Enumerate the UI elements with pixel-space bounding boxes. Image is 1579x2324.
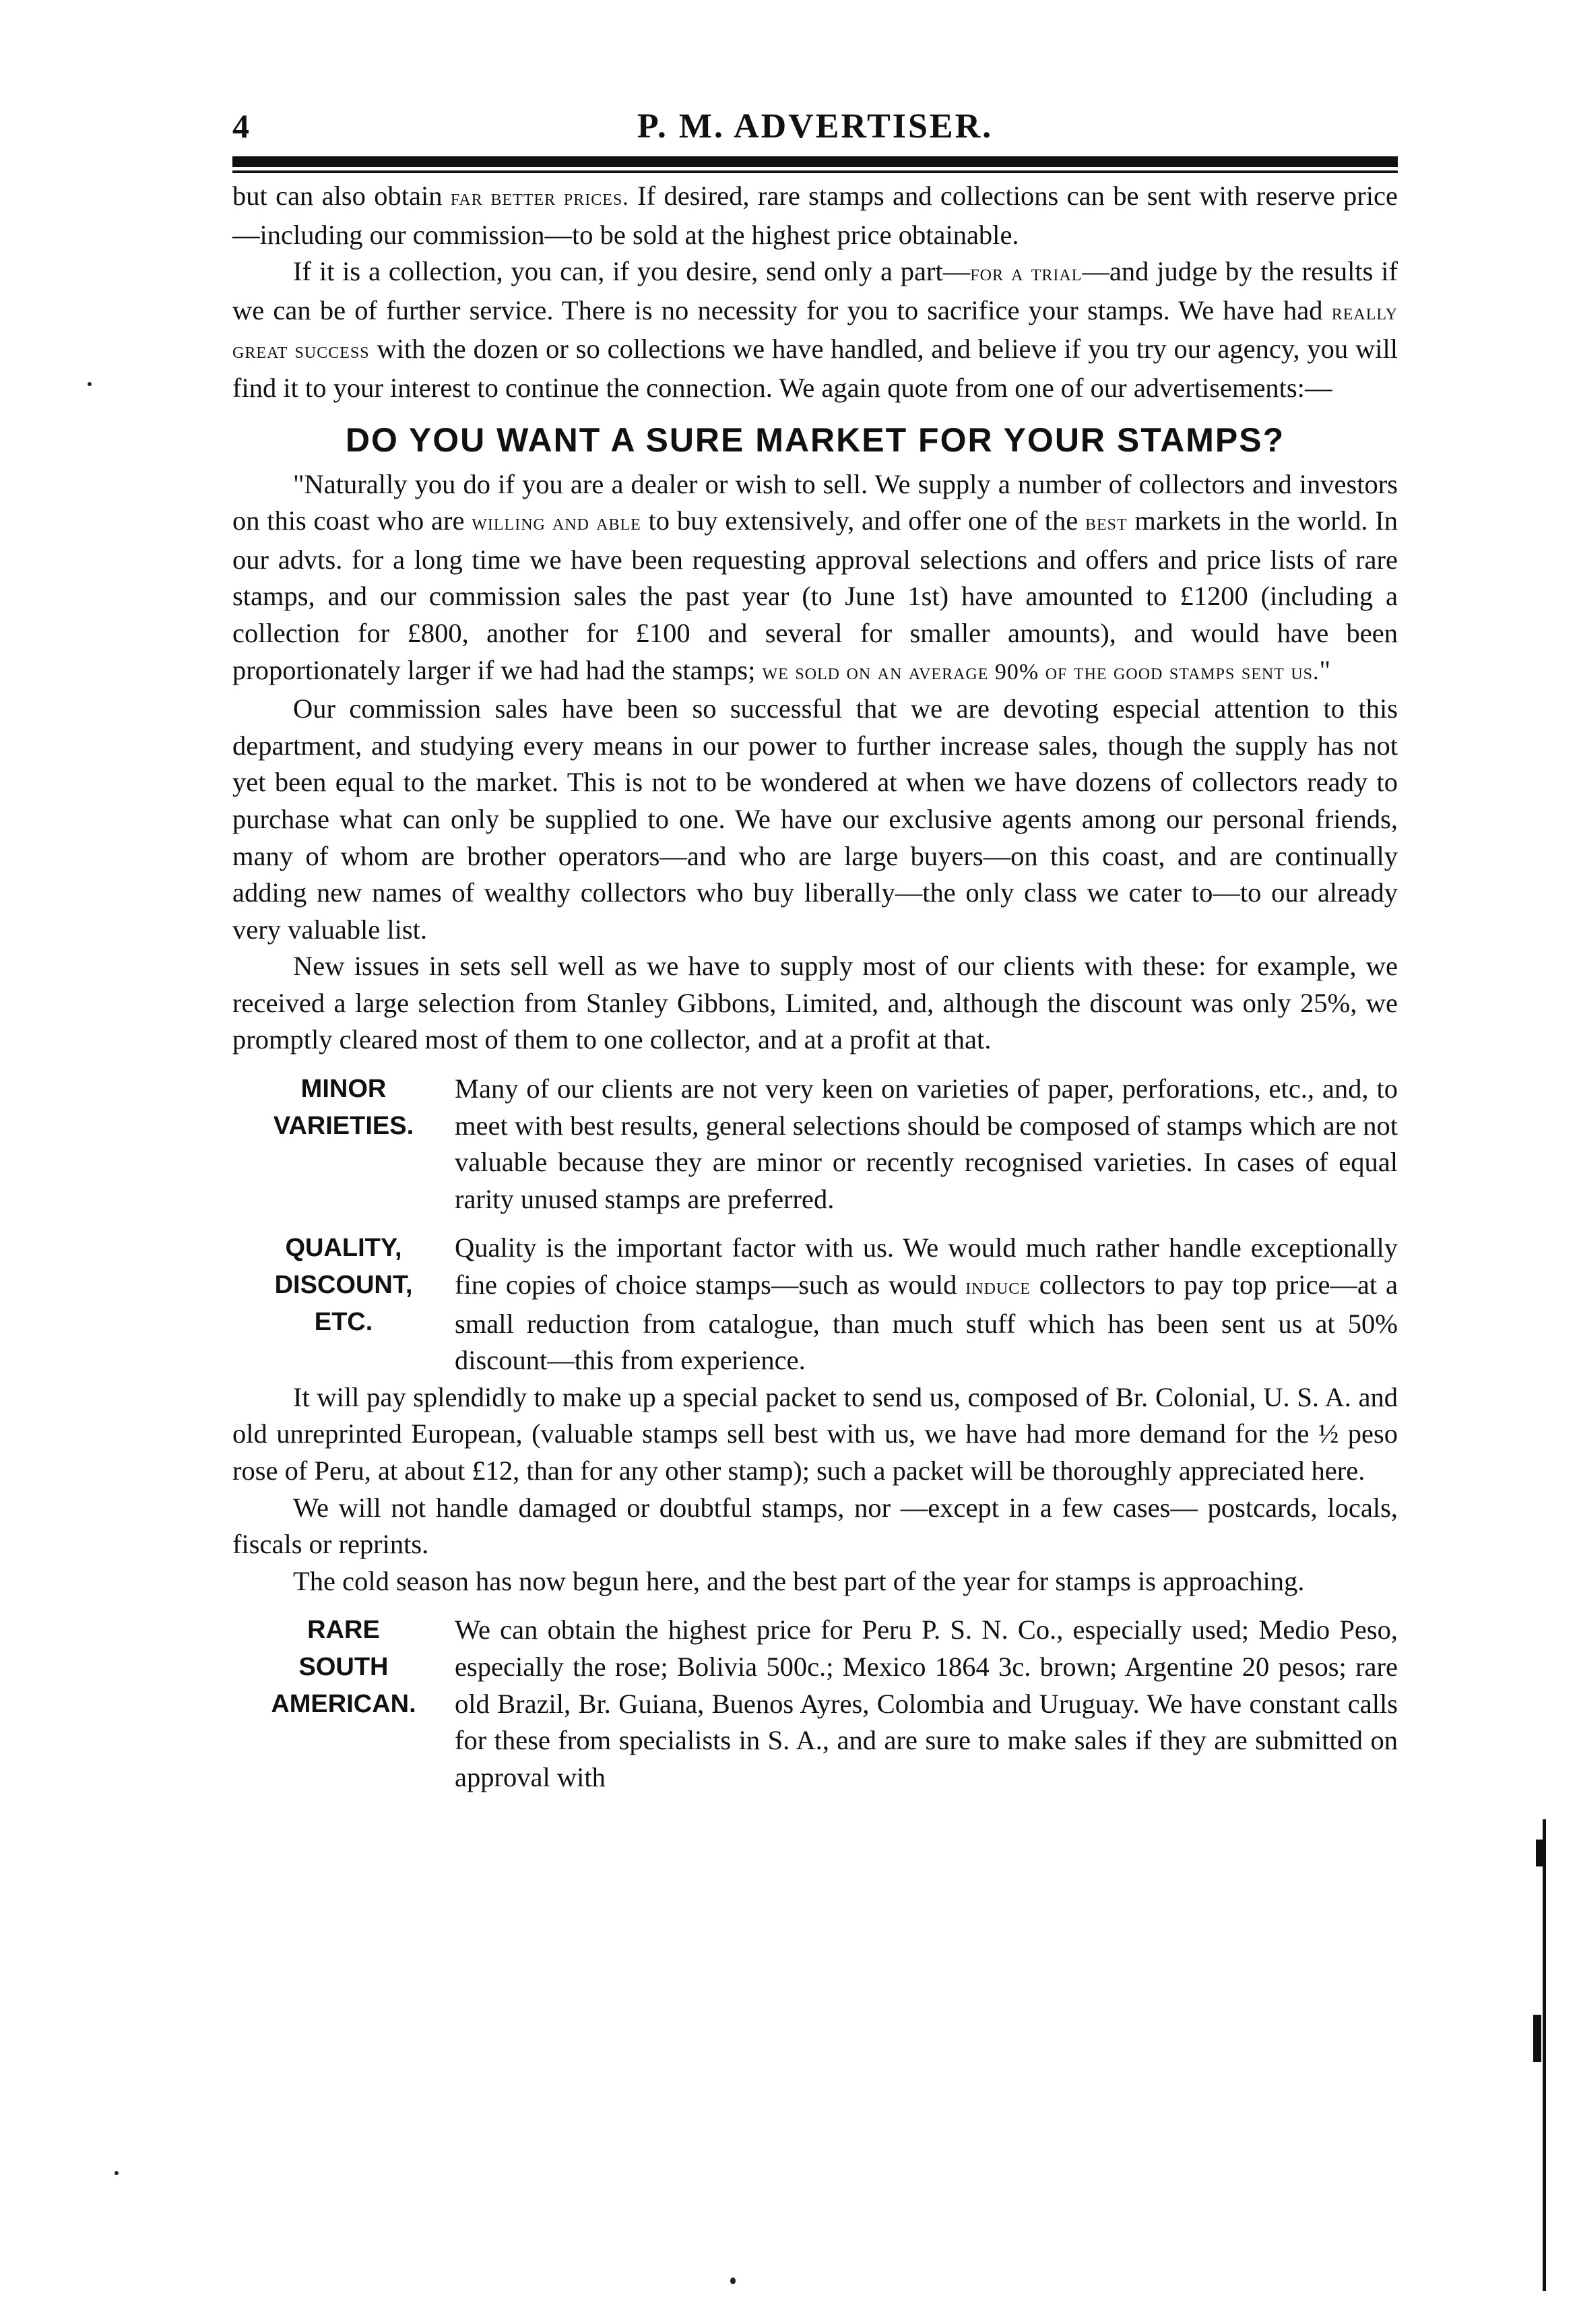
text-run: If desired, rare stamps and collections can be sent with reserve price—including our commission—to be sold at the highest price obtainable. bbox=[232, 181, 1398, 250]
paragraph-damaged-stamps: We will not handle damaged or doubtful stamps, nor —except in a few cases— postcards, locals, fiscals or reprints. bbox=[232, 1492, 1398, 1560]
text-run: "Naturally you do if you are a dealer or wish to sell. We supply a number of collectors and investors on this coast who are bbox=[232, 468, 1398, 536]
text-run: markets in the world. In our advts. for a long time we have been requesting approval selections and offers and price lists of rare stamps, and our commission sales the past year (to June 1st) have amounted to £1200 (including a collection for £800, another for £100 and several for smaller amounts), and would have been proportionately larger if we had had the stamps; bbox=[232, 505, 1398, 685]
sidehead-label-line: SOUTH bbox=[298, 1652, 389, 1681]
sidehead-label-line: AMERICAN. bbox=[271, 1689, 416, 1718]
paragraph-continuation bbox=[232, 178, 1398, 253]
sidehead-label-line: ETC. bbox=[314, 1307, 373, 1336]
sidehead-label-line: RARE bbox=[307, 1616, 380, 1645]
paragraph-new-issues: New issues in sets sell well as we have to supply most of our clients with these: for example, we received a large selection from Stanley Gibbons, Limited, and, although the discount was only 25%, we promptly cleared most of them to one collector, and at a profit at that. bbox=[232, 951, 1398, 1055]
text-run: to buy extensively, and offer one of the bbox=[641, 505, 1085, 536]
sidehead-text: Many of our clients are not very keen on varieties of paper, perforations, etc., and, to meet with best results, general selections should be composed of stamps which are not valuable because they are minor or recently recognised varieties. In cases of equal rarity unused stamps are preferred. bbox=[455, 1073, 1398, 1214]
sidehead-label-line: DISCOUNT, bbox=[274, 1271, 413, 1300]
paragraph-cold-season: The cold season has now begun here, and the best part of the year for stamps is approaching. bbox=[293, 1565, 1305, 1596]
paragraph-commission-sales: Our commission sales have been so successful that we are devoting especial attention to this department, and studying every means in our power to further increase sales, though the supply has not yet been equal to the market. This is not to be wondered at when we have dozens of collectors ready to purchase what can only be supplied to one. We have our exclusive agents among our personal friends, many of whom are brother operators—and who are large buyers—on this coast, and are continually adding new names of wealthy collectors who buy liberally—the only class we cater to—to our already very valuable list. bbox=[232, 693, 1398, 945]
small-caps-run: induce bbox=[965, 1274, 1031, 1300]
text-run: Quality is the important factor with us. We would much rather handle exceptionally fine copies of choice stamps—such as would bbox=[455, 1232, 1398, 1300]
scan-speck bbox=[88, 382, 92, 386]
text-run: " bbox=[1319, 654, 1331, 685]
page-title: P. M. ADVERTISER. bbox=[637, 107, 994, 146]
binding-edge-tick bbox=[1533, 2015, 1541, 2062]
sidehead-rare-south-american bbox=[232, 1612, 1398, 1796]
sidehead-text: We can obtain the highest price for Peru P. S. N. Co., especially used; Medio Peso, especially the rose; Bolivia 500c.; Mexico 1864 3c. brown; Argentine 20 pesos; rare old Brazil, Br. Guiana, Buenos Ayres, Colombia and Uruguay. We have constant calls for these from specialists in S. A., and are sure to make sales if they are submitted on approval with bbox=[455, 1614, 1398, 1792]
article-body bbox=[232, 178, 1398, 1796]
page-number: 4 bbox=[232, 107, 249, 145]
text-run: collectors to pay top price—at a small reduction from catalogue, than much stuff which has been sent us at 50% discount—this from experience. bbox=[455, 1269, 1398, 1376]
binding-edge-tick bbox=[1536, 1840, 1543, 1866]
text-run: —and judge by the results if we can be of further service. There is no necessity for you to sacrifice your stamps. We have had bbox=[232, 256, 1398, 325]
text-run: with the dozen or so collections we have handled, and believe if you try our agency, you will find it to your interest to continue the connection. We again quote from one of our advertisements:— bbox=[232, 334, 1398, 403]
header-rule-thin bbox=[232, 170, 1398, 173]
binding-edge-mark bbox=[1543, 1819, 1546, 2291]
small-caps-run: best bbox=[1085, 510, 1128, 536]
sidehead-label bbox=[232, 1071, 455, 1218]
sidehead-text bbox=[455, 1230, 1398, 1379]
sidehead-minor-varieties bbox=[232, 1071, 1398, 1218]
small-caps-run: for a trial bbox=[970, 261, 1083, 286]
small-caps-run: really great success bbox=[232, 299, 1398, 364]
small-caps-run: we sold on an average 90% of the good stamps sent us. bbox=[762, 659, 1320, 685]
text-run: but can also obtain bbox=[232, 181, 451, 211]
sidehead-label bbox=[232, 1612, 455, 1796]
sidehead-quality-discount bbox=[232, 1230, 1398, 1379]
page-header bbox=[232, 106, 1398, 154]
section-heading: DO YOU WANT A SURE MARKET FOR YOUR STAMPS? bbox=[345, 420, 1285, 459]
paragraph-quote bbox=[232, 466, 1398, 691]
scan-speck bbox=[115, 2171, 119, 2175]
paragraph-special-packet: It will pay splendidly to make up a special packet to send us, composed of Br. Colonial, U. S. A. and old unreprinted European, (valuable stamps sell best with us, we have had more demand for the ½ peso rose of Peru, at about £12, than for any other stamp); such a packet will be thoroughly appreciated here. bbox=[232, 1381, 1398, 1486]
header-rule-thick bbox=[232, 156, 1398, 167]
sidehead-label-line: VARIETIES. bbox=[273, 1111, 414, 1140]
sidehead-label-line: QUALITY, bbox=[285, 1234, 402, 1263]
sidehead-label-line: MINOR bbox=[300, 1075, 387, 1104]
small-caps-run: willing and able bbox=[472, 510, 641, 536]
scan-speck bbox=[730, 2278, 736, 2284]
small-caps-run: far better prices. bbox=[450, 185, 629, 210]
text-run: If it is a collection, you can, if you desire, send only a part— bbox=[293, 256, 971, 287]
sidehead-label bbox=[232, 1230, 455, 1379]
paragraph-collection bbox=[232, 253, 1398, 406]
